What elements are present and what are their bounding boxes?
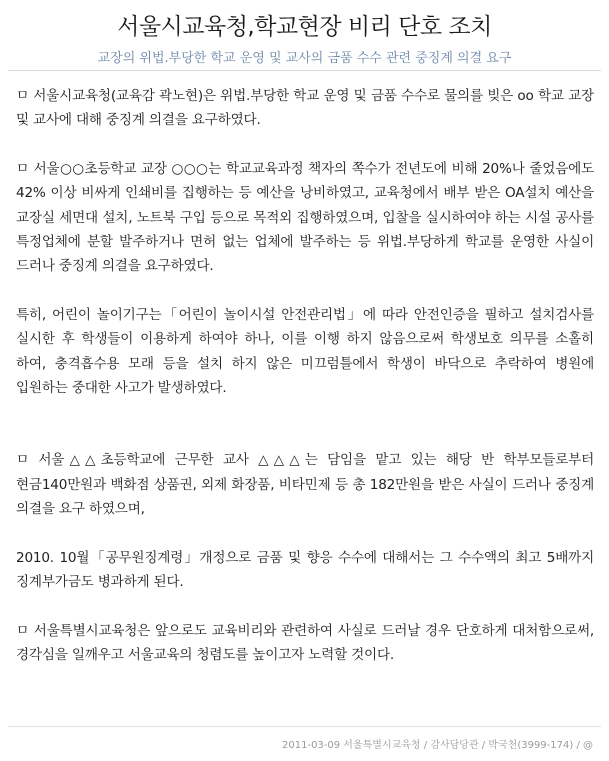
paragraph-disciplinary-rule: 2010. 10월「공무원징계령」개정으로 금품 및 향응 수수에 대해서는 그 수수액의 최고 5배까지 징계부가금도 병과하게 된다.: [16, 549, 594, 591]
paragraph-intro: ㅁ 서울시교육청(교육감 곽노현)은 위법.부당한 학교 운영 및 금품 수수로 물의를 빚은 oo 학교 교장 및 교사에 대해 중징계 의결을 요구하였다.: [16, 88, 594, 129]
document-title: 서울시교육청,학교현장 비리 단호 조치: [117, 14, 492, 40]
document-subtitle: 교장의 위법.부당한 학교 운영 및 교사의 금품 수수 관련 중징계 의결 요구: [97, 51, 512, 66]
paragraph-gap: [16, 522, 594, 546]
footer-credit: 2011-03-09 서울특별시교육청 / 감사담당관 / 박국천(3999-174) / @: [282, 740, 593, 751]
title-divider: [8, 70, 601, 71]
paragraph-principal-case: ㅁ 서울○○초등학교 교장 ○○○는 학교교육과정 책자의 쪽수가 전년도에 비해 20%나 줄었음에도 42% 이상 비싸게 인쇄비를 집행하는 등 예산을 낭비하였고, 교육청에서 배부 받은 OA설치 예산을 교장실 세면대 설치, 노트북 구입 등으로 목적외 집행하였으며, 입찰을 실시하여야 하는 시설 공사를 특정업체에 분할 발주하거나 면허 없는 업체에 발주하는 등 위법.부당하게 학교를 운영한 사실이 드러나 중징계 의결을 요구하였다.: [16, 160, 594, 275]
paragraph-gap: [16, 595, 594, 619]
paragraph-gap: [16, 133, 594, 157]
article-body: [16, 84, 594, 667]
paragraph-teacher-case: ㅁ 서울△△초등학교에 근무한 교사 △△△는 담임을 맡고 있는 해당 반 학부모들로부터 현금140만원과 백화점 상품권, 외제 화장품, 비타민제 등 총 182만원을 받은 사실이 드러나 중징계 의결을 요구 하였으며,: [16, 452, 594, 518]
paragraph-playground-accident: 특히, 어린이 놀이기구는「어린이 놀이시설 안전관리법」에 따라 안전인증을 필하고 설치검사를 실시한 후 학생들이 이용하게 하여야 하나, 이를 이행 하지 않음으로써 학생보호 의무를 소홀히 하여, 충격흡수용 모래 등을 설치 하지 않은 미끄럼틀에서 학생이 바닥으로 추락하여 병원에 입원하는 중대한 사고가 발생하였다.: [16, 306, 594, 397]
paragraph-conclusion: ㅁ 서울특별시교육청은 앞으로도 교육비리와 관련하여 사실로 드러날 경우 단호하게 대처함으로써, 경각심을 일깨우고 서울교육의 청렴도를 높이고자 노력할 것이다.: [16, 622, 594, 663]
paragraph-gap: [16, 279, 594, 303]
footer-divider: [8, 726, 601, 727]
paragraph-gap: [16, 400, 594, 448]
